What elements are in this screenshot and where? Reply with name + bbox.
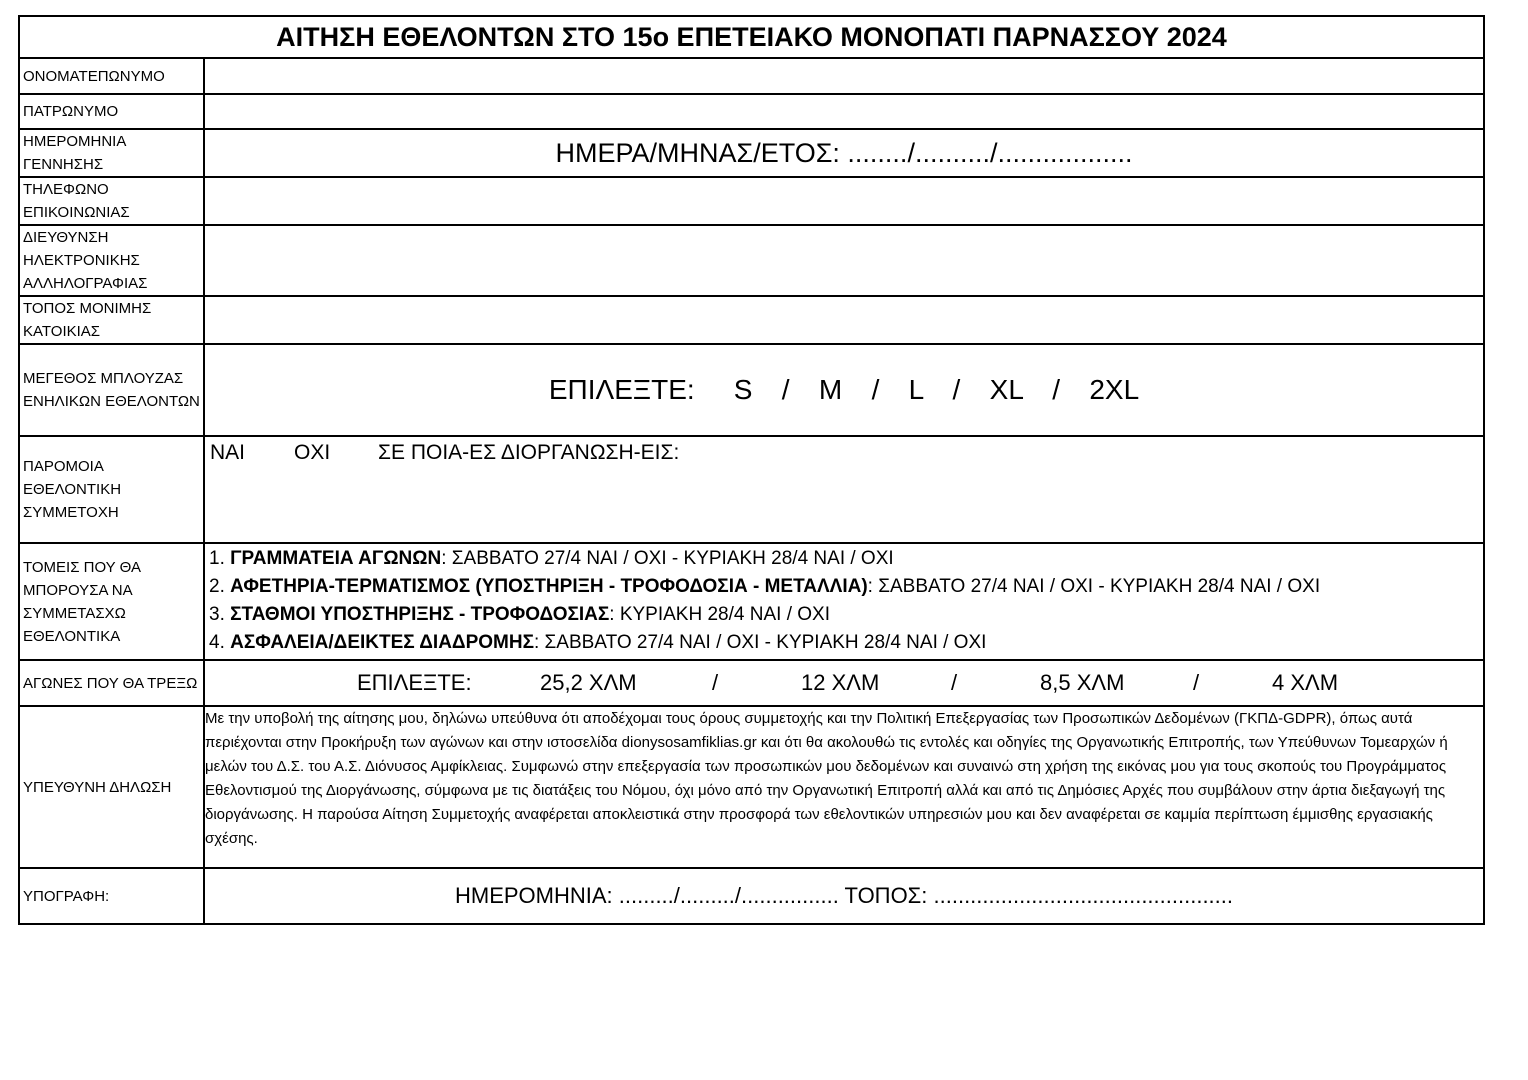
declaration-text: Με την υποβολή της αίτησης μου, δηλώνω υπεύθυνα ότι αποδέχομαι τους όρους συμμετοχής και την Πολιτική Επεξεργασίας των Προσωπικών Δεδομένων (ΓΚΠΔ-GDPR), όπως αυτά περιέχονται στην Προκήρυξη των αγώνων και στην ιστοσελίδα dionysosamfiklias.gr και ότι θα ακολουθώ τις εντολές και οδηγίες της Οργανωτικής Επιτροπής, των Υπεύθυνων Τομεαρχών ή μελών του Δ.Σ. του Α.Σ. Διόνυσος Αμφίκλειας. Συμφωνώ στην επεξεργασία των προσωπικών μου δεδομένων και συναινώ στη χρήση της εικόνας μου για τους σκοπούς του Προγράμματος Εθελοντισμού της Διοργάνωσης, σύμφωνα με τις διατάξεις του Νόμου, όχι μόνο από την Οργανωτική Επιτροπή αλλά και από τις Δημόσιες Αρχές που συμβάλουν στην άρτια διεξαγωγή της διοργάνωσης. Η παρούσα Αίτηση Συμμετοχής αναφέρεται αποκλειστικά στην προσφορά των εθελοντικών υπηρεσιών μου και δεν αναφέρεται σε καμμία περίπτωση έμμισθης εργασιακής σχέσης. <box>204 706 1484 868</box>
sector-number: 1. <box>209 548 231 569</box>
sectors-label: ΤΟΜΕΙΣ ΠΟΥ ΘΑ ΜΠΟΡΟΥΣΑ ΝΑ ΣΥΜΜΕΤΑΣΧΩ ΕΘΕΛΟΝΤΙΚΑ <box>19 543 204 660</box>
races-prompt: ΕΠΙΛΕΞΤΕ: <box>357 670 472 695</box>
sector-item[interactable] <box>209 573 1483 601</box>
form-title: ΑΙΤΗΣΗ ΕΘΕΛΟΝΤΩΝ ΣΤΟ 15ο ΕΠΕΤΕΙΑΚΟ ΜΟΝΟΠΑΤΙ ΠΑΡΝΑΣΣΟΥ 2024 <box>19 16 1484 58</box>
sector-item[interactable] <box>209 601 1483 629</box>
sector-item[interactable] <box>209 545 1483 573</box>
previous-events-prompt: ΣΕ ΠΟΙΑ-ΕΣ ΔΙΟΡΓΑΝΩΣΗ-ΕΙΣ: <box>378 441 680 464</box>
races-label: ΑΓΩΝΕΣ ΠΟΥ ΘΑ ΤΡΕΞΩ <box>19 660 204 706</box>
sector-number: 3. <box>209 604 231 625</box>
previous-participation-field[interactable] <box>204 436 1484 543</box>
volunteer-application-form <box>18 15 1485 925</box>
sector-name: ΑΣΦΑΛΕΙΑ/ΔΕΙΚΤΕΣ ΔΙΑΔΡΟΜΗΣ <box>230 632 534 653</box>
race-option-12km[interactable]: 12 ΧΛΜ <box>801 670 880 695</box>
residence-field[interactable] <box>204 296 1484 344</box>
shirt-size-label: ΜΕΓΕΘΟΣ ΜΠΛΟΥΖΑΣ ΕΝΗΛΙΚΩΝ ΕΘΕΛΟΝΤΩΝ <box>19 344 204 436</box>
previous-participation-label: ΠΑΡΟΜΟΙΑ ΕΘΕΛΟΝΤΙΚΗ ΣΥΜΜΕΤΟΧΗ <box>19 436 204 543</box>
previous-yes-option[interactable]: ΝΑΙ <box>210 441 246 464</box>
full-name-field[interactable] <box>204 58 1484 94</box>
race-separator: / <box>951 670 958 695</box>
sector-days-options[interactable]: : ΚΥΡΙΑΚΗ 28/4 ΝΑΙ / ΟΧΙ <box>609 604 830 625</box>
race-option-4km[interactable]: 4 ΧΛΜ <box>1272 670 1339 695</box>
sectors-list <box>205 544 1483 657</box>
phone-field[interactable] <box>204 177 1484 225</box>
race-separator: / <box>712 670 719 695</box>
sector-name: ΓΡΑΜΜΑΤΕΙΑ ΑΓΩΝΩΝ <box>230 548 442 569</box>
sectors-field[interactable] <box>204 543 1484 660</box>
signature-label: ΥΠΟΓΡΑΦΗ: <box>19 868 204 924</box>
sector-item[interactable] <box>209 629 1483 657</box>
race-option-8-5km[interactable]: 8,5 ΧΛΜ <box>1040 670 1125 695</box>
email-label: ΔΙΕΥΘΥΝΣΗ ΗΛΕΚΤΡΟΝΙΚΗΣ ΑΛΛΗΛΟΓΡΑΦΙΑΣ <box>19 225 204 296</box>
sector-days-options[interactable]: : ΣΑΒΒΑΤΟ 27/4 ΝΑΙ / ΟΧΙ - ΚΥΡΙΑΚΗ 28/4 ΝΑΙ / ΟΧΙ <box>867 576 1321 597</box>
patronym-field[interactable] <box>204 94 1484 129</box>
sector-name: ΑΦΕΤΗΡΙΑ-ΤΕΡΜΑΤΙΣΜΟΣ (ΥΠΟΣΤΗΡΙΞΗ - ΤΡΟΦΟΔΟΣΙΑ - ΜΕΤΑΛΛΙΑ) <box>230 576 868 597</box>
sector-number: 2. <box>209 576 231 597</box>
sector-name: ΣΤΑΘΜΟΙ ΥΠΟΣΤΗΡΙΞΗΣ - ΤΡΟΦΟΔΟΣΙΑΣ <box>230 604 610 625</box>
sector-days-options[interactable]: : ΣΑΒΒΑΤΟ 27/4 ΝΑΙ / ΟΧΙ - ΚΥΡΙΑΚΗ 28/4 ΝΑΙ / ΟΧΙ <box>533 632 987 653</box>
race-separator: / <box>1193 670 1200 695</box>
patronym-label: ΠΑΤΡΩΝΥΜΟ <box>19 94 204 129</box>
email-field[interactable] <box>204 225 1484 296</box>
previous-no-option[interactable]: ΟΧΙ <box>294 441 331 464</box>
sector-days-options[interactable]: : ΣΑΒΒΑΤΟ 27/4 ΝΑΙ / ΟΧΙ - ΚΥΡΙΑΚΗ 28/4 ΝΑΙ / ΟΧΙ <box>441 548 894 569</box>
birth-date-field[interactable]: ΗΜΕΡΑ/ΜΗΝΑΣ/ΕΤΟΣ: ......../........../.................. <box>204 129 1484 177</box>
races-options[interactable] <box>204 660 1484 706</box>
shirt-size-options[interactable]: ΕΠΙΛΕΞΤΕ: S / M / L / XL / 2XL <box>204 344 1484 436</box>
sector-number: 4. <box>209 632 231 653</box>
declaration-label: ΥΠΕΥΘΥΝΗ ΔΗΛΩΣΗ <box>19 706 204 868</box>
birth-date-label: ΗΜΕΡΟΜΗΝΙΑ ΓΕΝΝΗΣΗΣ <box>19 129 204 177</box>
full-name-label: ΟΝΟΜΑΤΕΠΩΝΥΜΟ <box>19 58 204 94</box>
residence-label: ΤΟΠΟΣ ΜΟΝΙΜΗΣ ΚΑΤΟΙΚΙΑΣ <box>19 296 204 344</box>
race-option-25-2km[interactable]: 25,2 ΧΛΜ <box>540 670 637 695</box>
signature-date-place-field[interactable]: ΗΜΕΡΟΜΗΝΙΑ: ........./........./................ ΤΟΠΟΣ: ................................................. <box>204 868 1484 924</box>
phone-label: ΤΗΛΕΦΩΝΟ ΕΠΙΚΟΙΝΩΝΙΑΣ <box>19 177 204 225</box>
